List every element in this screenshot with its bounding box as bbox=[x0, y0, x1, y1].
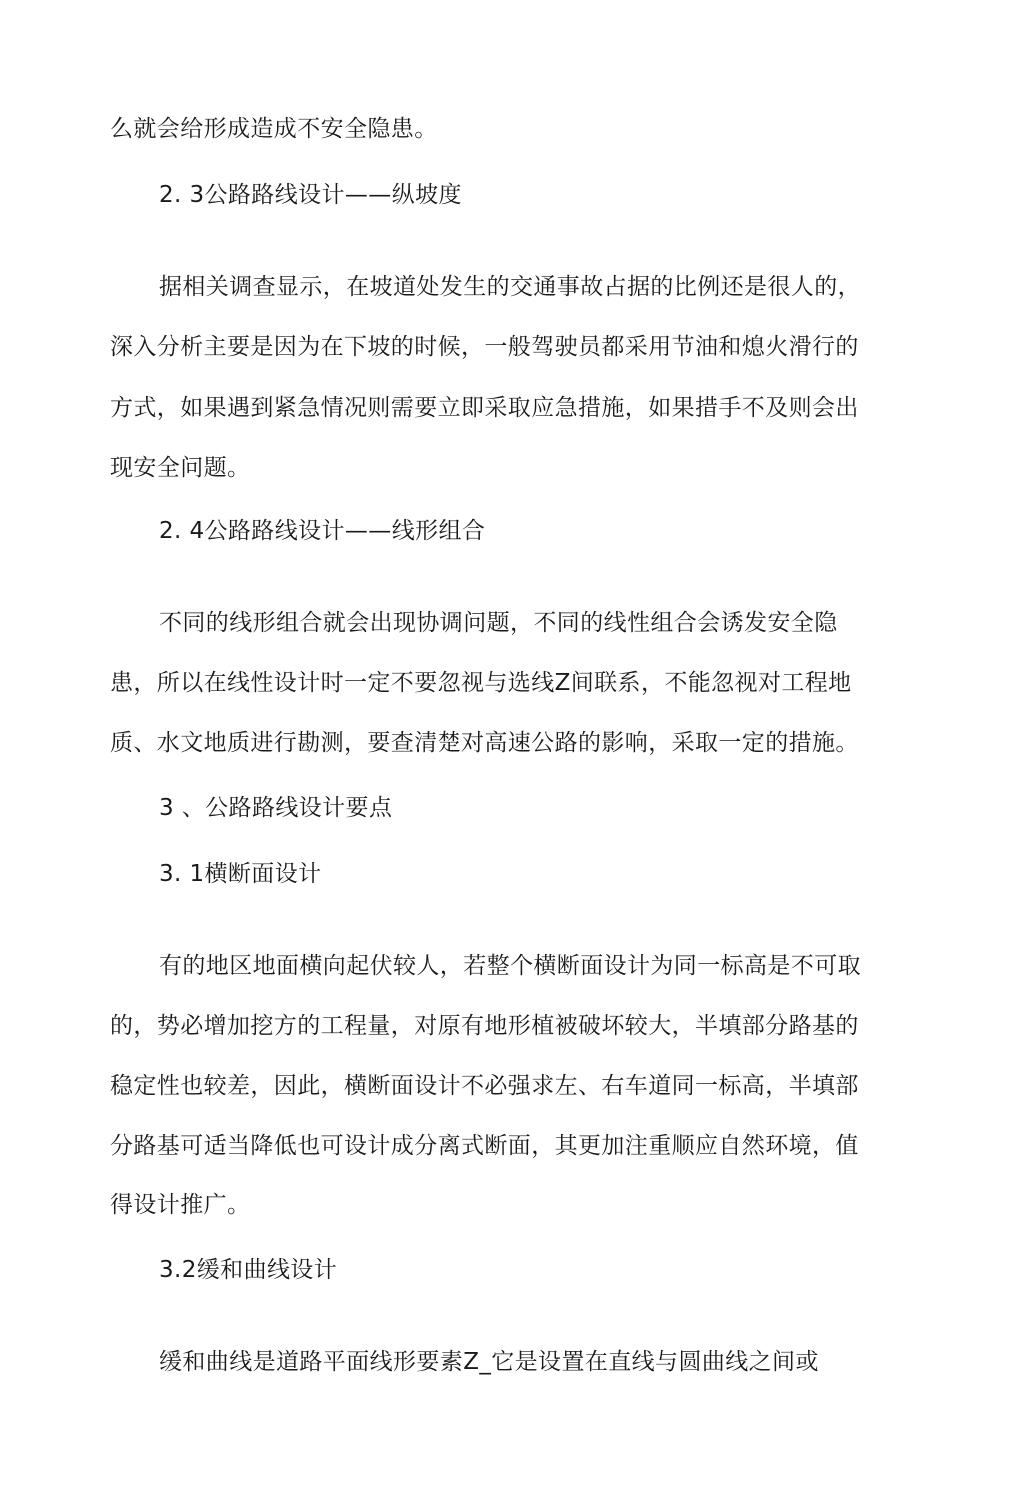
paragraph-line: 质、水文地质进行勘测，要查清楚对高速公路的影响，采取一定的措施。 bbox=[110, 730, 859, 756]
paragraph-line: 不同的线形组合就会出现协调问题，不同的线性组合会诱发安全隐 bbox=[159, 610, 838, 636]
section-heading-3: 3 、公路路线设计要点 bbox=[159, 795, 393, 821]
section-heading-3-2: 3.2缓和曲线设计 bbox=[159, 1257, 338, 1283]
paragraph-line: 有的地区地面横向起伏较人，若整个横断面设计为同一标高是不可取 bbox=[159, 953, 861, 979]
paragraph-line: 据相关调查显示，在坡道处发生的交通事故占据的比例还是很人的， bbox=[159, 274, 861, 300]
paragraph-line: 稳定性也较差，因此，横断面设计不必强求左、右车道同一标高，半填部 bbox=[110, 1073, 859, 1099]
paragraph-line: 现安全问题。 bbox=[110, 455, 251, 481]
paragraph-line: 得设计推广。 bbox=[110, 1192, 251, 1218]
section-heading-3-1: 3. 1横断面设计 bbox=[159, 861, 322, 887]
paragraph-line: 方式，如果遇到紧急情况则需要立即采取应急措施，如果措手不及则会出 bbox=[110, 395, 859, 421]
paragraph-line: 患，所以在线性设计时一定不要忽视与选线Z间联系，不能忽视对工程地 bbox=[110, 670, 852, 696]
section-heading-2-4: 2. 4公路路线设计——线形组合 bbox=[159, 518, 486, 544]
paragraph-line: 缓和曲线是道路平面线形要素Z_它是设置在直线与圆曲线之间或 bbox=[159, 1349, 819, 1375]
paragraph-line: 深入分析主要是因为在下坡的时候，一般驾驶员都采用节油和熄火滑行的 bbox=[110, 334, 859, 360]
paragraph-line: 么就会给形成造成不安全隐患。 bbox=[110, 116, 438, 142]
paragraph-line: 分路基可适当降低也可设计成分离式断面，其更加注重顺应自然环境，值 bbox=[110, 1133, 859, 1159]
paragraph-line: 的，势必增加挖方的工程量，对原有地形植被破坏较大，半填部分路基的 bbox=[110, 1013, 859, 1039]
section-heading-2-3: 2. 3公路路线设计——纵坡度 bbox=[159, 182, 462, 208]
